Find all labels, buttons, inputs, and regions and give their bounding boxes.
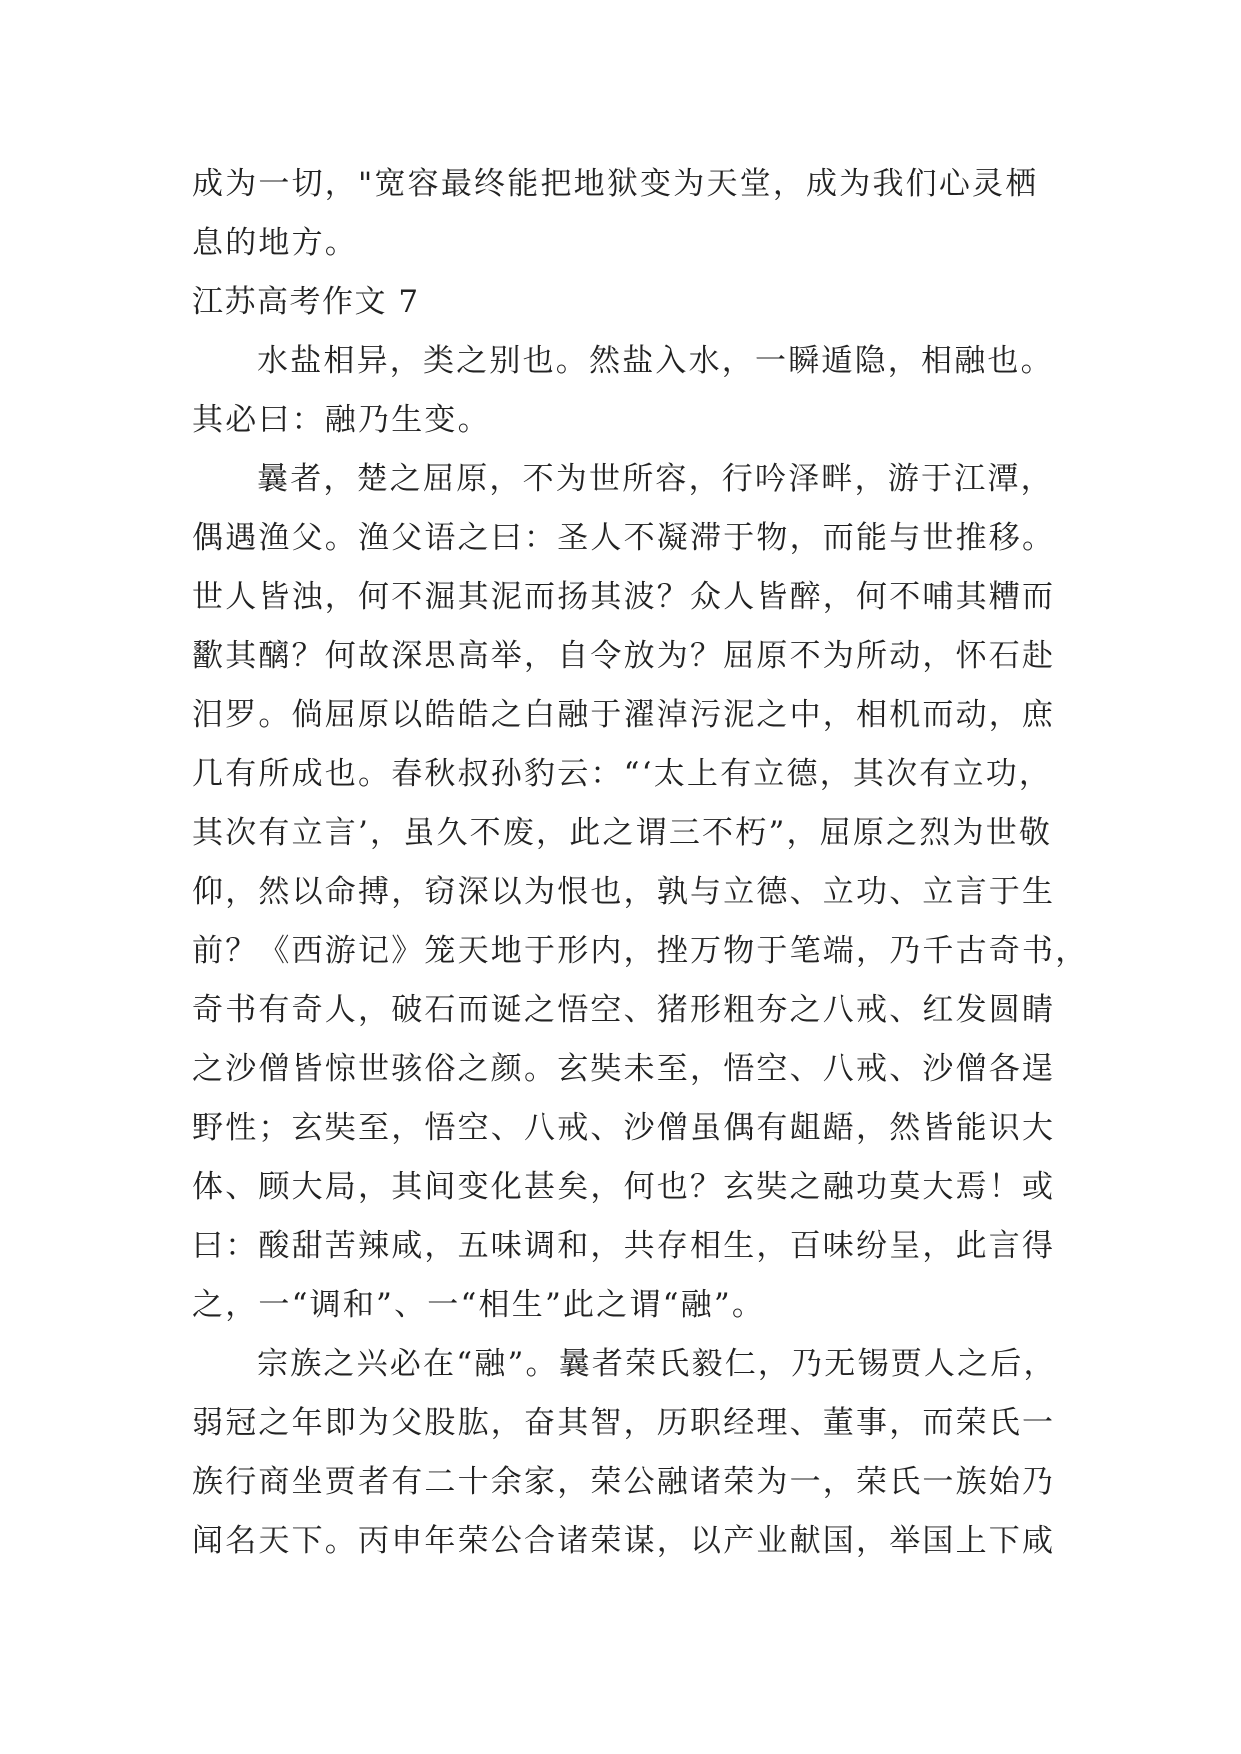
text-line: 体、顾大局，其间变化甚矣，何也？玄奘之融功莫大焉！或: [192, 1169, 1056, 1205]
text-line: 奇书有奇人，破石而诞之悟空、猪形粗夯之八戒、红发圆睛: [192, 992, 1056, 1028]
text-line: 其必曰：融乃生变。: [192, 402, 491, 438]
text-line: 族行商坐贾者有二十余家，荣公融诸荣为一，荣氏一族始乃: [192, 1464, 1056, 1500]
text-line: 弱冠之年即为父股肱，奋其智，历职经理、董事，而荣氏一: [192, 1405, 1056, 1441]
text-line: 仰，然以命搏，窃深以为恨也，孰与立德、立功、立言于生: [192, 874, 1056, 910]
text-line: 息的地方。: [192, 225, 358, 261]
text-line: 野性；玄奘至，悟空、八戒、沙僧虽偶有龃龉，然皆能识大: [192, 1110, 1056, 1146]
text-line: 前？《西游记》笼天地于形内，挫万物于笔端，乃千古奇书，: [192, 933, 1089, 969]
text-line: 其次有立言’，虽久不废，此之谓三不朽”，屈原之烈为世敬: [192, 815, 1053, 851]
text-line: 偶遇渔父。渔父语之曰：圣人不凝滞于物，而能与世推移。: [192, 520, 1056, 556]
essay-body: [192, 155, 1089, 1571]
text-line: 曰：酸甜苦辣咸，五味调和，共存相生，百味纷呈，此言得: [192, 1228, 1056, 1264]
text-line: 之沙僧皆惊世骇俗之颜。玄奘未至，悟空、八戒、沙僧各逞: [192, 1051, 1056, 1087]
paragraph-first-line: 曩者，楚之屈原，不为世所容，行吟泽畔，游于江潭，: [257, 461, 1054, 497]
text-line: 之，一“调和”、一“相生”此之谓“融”。: [192, 1287, 766, 1323]
text-line: 歠其醨？何故深思高举，自令放为？屈原不为所动，怀石赴: [192, 638, 1056, 674]
text-line: 几有所成也。春秋叔孙豹云：“‘太上有立德，其次有立功，: [192, 756, 1053, 792]
text-line: 闻名天下。丙申年荣公合诸荣谋，以产业献国，举国上下咸: [192, 1523, 1056, 1559]
text-line: 汨罗。倘屈原以皓皓之白融于濯淖污泥之中，相机而动，庶: [192, 697, 1056, 733]
section-heading: 江苏高考作文 7: [192, 284, 420, 320]
text-line: 世人皆浊，何不淈其泥而扬其波？众人皆醉，何不哺其糟而: [192, 579, 1056, 615]
paragraph-first-line: 宗族之兴必在“融”。曩者荣氏毅仁，乃无锡贾人之后，: [257, 1346, 1057, 1382]
paragraph-first-line: 水盐相异，类之别也。然盐入水，一瞬遁隐，相融也。: [257, 343, 1054, 379]
text-line: 成为一切，"宽容最终能把地狱变为天堂，成为我们心灵栖: [192, 166, 1039, 202]
